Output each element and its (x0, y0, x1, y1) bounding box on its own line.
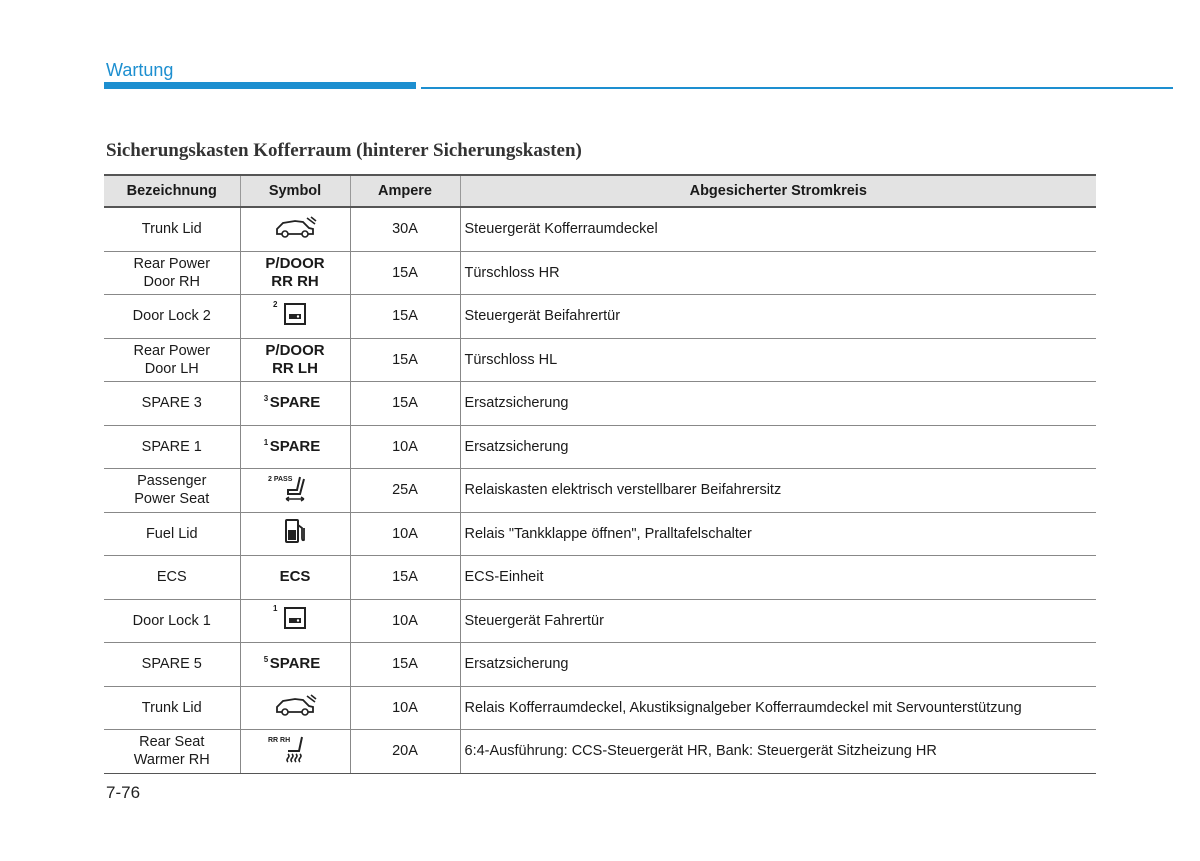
symbol-sup: 5 (263, 655, 269, 665)
fuse-ampere: 10A (350, 425, 460, 469)
fuse-ampere: 10A (350, 686, 460, 730)
symbol-sup: 2 (273, 299, 278, 309)
page-number: 7-76 (106, 783, 141, 802)
fuse-name-line2: Door LH (144, 360, 199, 377)
table-header-row (104, 175, 1096, 207)
fuse-name: SPARE 3 (104, 382, 240, 426)
symbol-line1: P/DOOR (265, 341, 325, 359)
fuse-symbol (240, 730, 350, 774)
symbol-text: SPARE (269, 437, 321, 455)
door-lock-icon (279, 300, 311, 328)
fuse-symbol (240, 295, 350, 339)
table-row (104, 469, 1096, 513)
fuse-name-line1: Passenger (137, 473, 207, 490)
fuse-name-line2: Warmer RH (133, 752, 210, 769)
table-row (104, 599, 1096, 643)
fuse-name (104, 469, 240, 513)
table-row (104, 686, 1096, 730)
fuse-circuit: Ersatzsicherung (460, 425, 1096, 469)
fuse-symbol (240, 207, 350, 251)
fuse-circuit: Relais Kofferraumdeckel, Akustiksignalgeber Kofferraumdeckel mit Servounterstützung (460, 686, 1096, 730)
symbol-sup: 1 (263, 437, 269, 447)
symbol-line2: RR RH (271, 272, 319, 290)
trunk-lid-icon (271, 214, 319, 240)
section-header: Wartung (106, 60, 174, 80)
fuse-circuit: Ersatzsicherung (460, 643, 1096, 687)
fuse-ampere: 15A (350, 643, 460, 687)
table-row (104, 730, 1096, 774)
fuse-circuit: Türschloss HR (460, 251, 1096, 295)
fuse-name: Trunk Lid (104, 686, 240, 730)
header-symbol: Symbol (240, 175, 350, 207)
fuse-symbol (240, 599, 350, 643)
table-row (104, 382, 1096, 426)
fuse-symbol (240, 382, 350, 426)
fuse-symbol (240, 686, 350, 730)
table-row (104, 251, 1096, 295)
header-rule-thick (104, 82, 416, 89)
fuse-circuit: Ersatzsicherung (460, 382, 1096, 426)
fuse-name: Door Lock 2 (104, 295, 240, 339)
fuse-ampere: 20A (350, 730, 460, 774)
fuse-circuit: Relais "Tankklappe öffnen", Pralltafelschalter (460, 512, 1096, 556)
symbol-sup: RR RH (268, 736, 291, 744)
fuse-ampere: 10A (350, 599, 460, 643)
fuse-symbol (240, 338, 350, 382)
fuel-lid-icon (281, 516, 309, 546)
fuse-name (104, 730, 240, 774)
symbol-line1: P/DOOR (265, 254, 325, 272)
fuse-name-line2: Door RH (143, 273, 200, 290)
fuse-symbol (240, 556, 350, 600)
fuse-circuit: 6:4-Ausführung: CCS-Steuergerät HR, Bank: Steuergerät Sitzheizung HR (460, 730, 1096, 774)
table-row (104, 338, 1096, 382)
header-rule-thin (421, 87, 1173, 89)
table-row (104, 512, 1096, 556)
fuse-ampere: 15A (350, 556, 460, 600)
symbol-sup: 2 PASS (268, 475, 293, 483)
fuse-name-line1: Rear Power (133, 255, 211, 272)
fuse-symbol (240, 512, 350, 556)
header-ampere: Ampere (350, 175, 460, 207)
fuse-ampere: 25A (350, 469, 460, 513)
table-row (104, 643, 1096, 687)
fuse-name-line2: Power Seat (134, 491, 210, 508)
fuse-circuit: Relaiskasten elektrisch verstellbarer Beifahrersitz (460, 469, 1096, 513)
fuse-name: SPARE 5 (104, 643, 240, 687)
fuse-circuit: Steuergerät Beifahrertür (460, 295, 1096, 339)
fuse-circuit: Steuergerät Kofferraumdeckel (460, 207, 1096, 251)
fuse-name: ECS (104, 556, 240, 600)
fuse-name: Door Lock 1 (104, 599, 240, 643)
fuse-ampere: 30A (350, 207, 460, 251)
fuse-name-line1: Rear Power (133, 342, 211, 359)
table-row (104, 425, 1096, 469)
symbol-text: ECS (279, 568, 311, 586)
page-title: Sicherungskasten Kofferraum (hinterer Sicherungskasten) (106, 140, 582, 161)
fuse-name: Fuel Lid (104, 512, 240, 556)
symbol-text: SPARE (269, 655, 321, 673)
symbol-text: SPARE (269, 394, 321, 412)
fuse-circuit: Türschloss HL (460, 338, 1096, 382)
table-row (104, 207, 1096, 251)
fuse-name: SPARE 1 (104, 425, 240, 469)
symbol-sup: 3 (263, 394, 269, 404)
fuse-name: Trunk Lid (104, 207, 240, 251)
table-row (104, 556, 1096, 600)
fuse-name (104, 338, 240, 382)
fuse-table (104, 174, 1096, 774)
table-row (104, 295, 1096, 339)
fuse-ampere: 15A (350, 338, 460, 382)
fuse-symbol (240, 469, 350, 513)
fuse-circuit: Steuergerät Fahrertür (460, 599, 1096, 643)
fuse-circuit: ECS-Einheit (460, 556, 1096, 600)
symbol-line2: RR LH (272, 359, 318, 377)
symbol-sup: 1 (273, 604, 278, 614)
fuse-symbol (240, 643, 350, 687)
fuse-ampere: 15A (350, 382, 460, 426)
fuse-ampere: 15A (350, 295, 460, 339)
fuse-name (104, 251, 240, 295)
header-circuit: Abgesicherter Stromkreis (460, 175, 1096, 207)
fuse-name-line1: Rear Seat (139, 734, 205, 751)
trunk-lid-icon (271, 692, 319, 718)
door-lock-icon (279, 604, 311, 632)
fuse-symbol (240, 251, 350, 295)
fuse-ampere: 15A (350, 251, 460, 295)
fuse-ampere: 10A (350, 512, 460, 556)
fuse-symbol (240, 425, 350, 469)
header-name: Bezeichnung (104, 175, 240, 207)
